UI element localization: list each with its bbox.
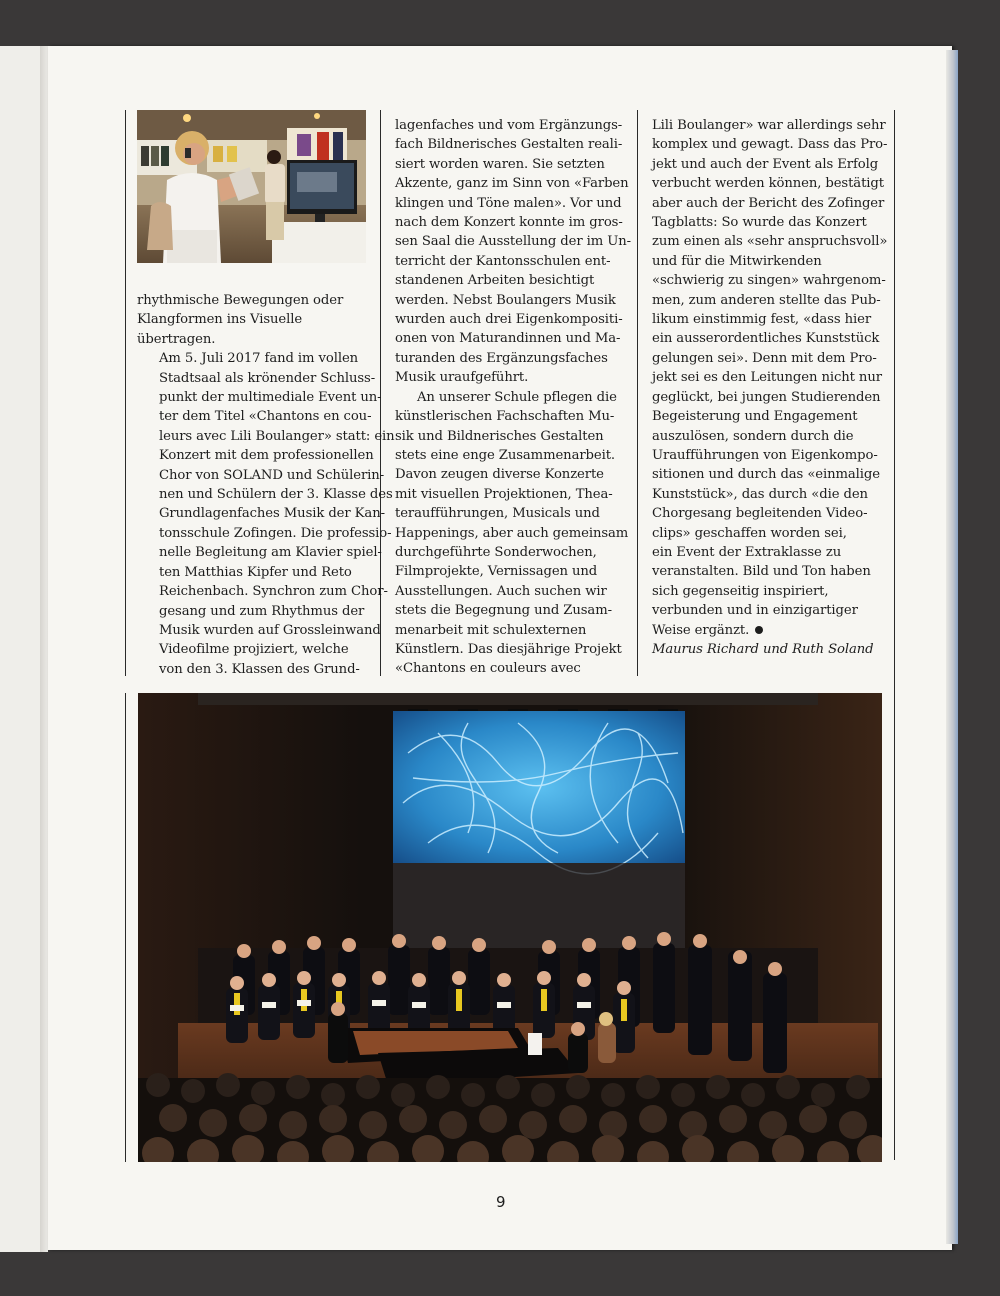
column-1-paragraph-1: rhythmische Bewegungen oder Klangformen ins Visuelle übertragen. [137,293,344,347]
column-3-text [652,116,888,659]
column-rule-right [894,110,895,1160]
column-1-text [137,291,395,679]
column-2-text [395,116,631,679]
column-2-paragraph-1: lagenfaches und vom Ergänzungs- fach Bildnerisches Gestalten reali- siert worden waren. Sie setzten Akzente, ganz im Sinn von «Farben klingen und Töne malen». Vor und nach dem Konzert konnte im gros- sen Saal die Ausstellung der im Un- terricht der Kantonsschulen ent- standenen Arbeiten besichtigt werden. Nebst Boulangers Musik wurden auch drei Eigenkompositi- onen von Maturandinnen und Ma- turanden des Ergänzungsfaches Musik uraufgeführt. [395,118,632,386]
page-number: 9 [496,1193,506,1211]
column-rule-left [125,110,126,676]
column-rule-middle-right [637,110,638,676]
photo-rule-left [125,693,126,1162]
author-byline: Maurus Richard und Ruth Soland [652,641,874,657]
column-2-paragraph-2: An unserer Schule pflegen die künstlerischen Fachschaften Mu- sik und Bildnerisches Gestalten stets eine enge Zusammenarbeit. Davon zeugen diverse Konzerte mit visuellen Projektionen, Thea- teraufführungen, Musicals und Happenings, aber auch gemeinsam durchgeführte Sonderwochen, Filmprojekte, Vernissagen und Ausstellungen. Auch suchen wir stets die Begegnung und Zusam- menarbeit mit schulexternen Künstlern. Das diesjährige Projekt «Chantons en couleurs avec [395,389,629,677]
concert-photo [138,693,882,1162]
column-3-paragraph-1: Lili Boulanger» war allerdings sehr komplex und gewagt. Dass das Pro- jekt und auch der Event als Erfolg verbucht werden können, bestätigt aber auch der Bericht des Zofinger Tagblatts: So wurde das Konzert zum einen als «sehr anspruchsvoll» und für die Mitwirkenden «schwierig zu singen» wahrgenom- men, zum anderen stellte das Pub- likum einstimmig fest, «dass hier ein ausserordentliches Kunststück gelungen sei». Denn mit dem Pro- jekt sei es den Leitungen nicht nur geglückt, bei jungen Studierenden Begeisterung und Engagement auszulösen, sondern durch die Uraufführungen von Eigenkompo- sitionen und durch das «einmalige Kunststück», das durch «die den Chorgesang begleitenden Video- clips» geschaffen worden sei, ein Event der Extraklasse zu veranstalten. Bild und Ton haben sich gegenseitig inspiriert, verbunden und in einzigartiger Weise ergänzt. [652,118,888,638]
column-1-paragraph-2: Am 5. Juli 2017 fand im vollen Stadtsaal als krönender Schluss- punkt der multimediale Event un- ter dem Titel «Chantons en cou- leurs avec Lili Boulanger» statt: ein Konzert mit dem professionellen Chor von SOLAND und Schülerin- nen und Schülern der 3. Klasse des Grundlagenfaches Musik der Kan- tonsschule Zofingen. Die professio- nelle Begleitung am Klavier spiel- ten Matthias Kipfer und Reto Reichenbach. Synchron zum Chor- gesang und zum Rhythmus der Musik wurden auf Grossleinwand Videofilme projiziert, welche von den 3. Klassen des Grund- [159,351,395,677]
end-bullet-icon [755,626,763,634]
left-page-edge [40,46,48,1252]
page-right-edge [946,50,958,1244]
exhibition-photo [137,110,366,263]
